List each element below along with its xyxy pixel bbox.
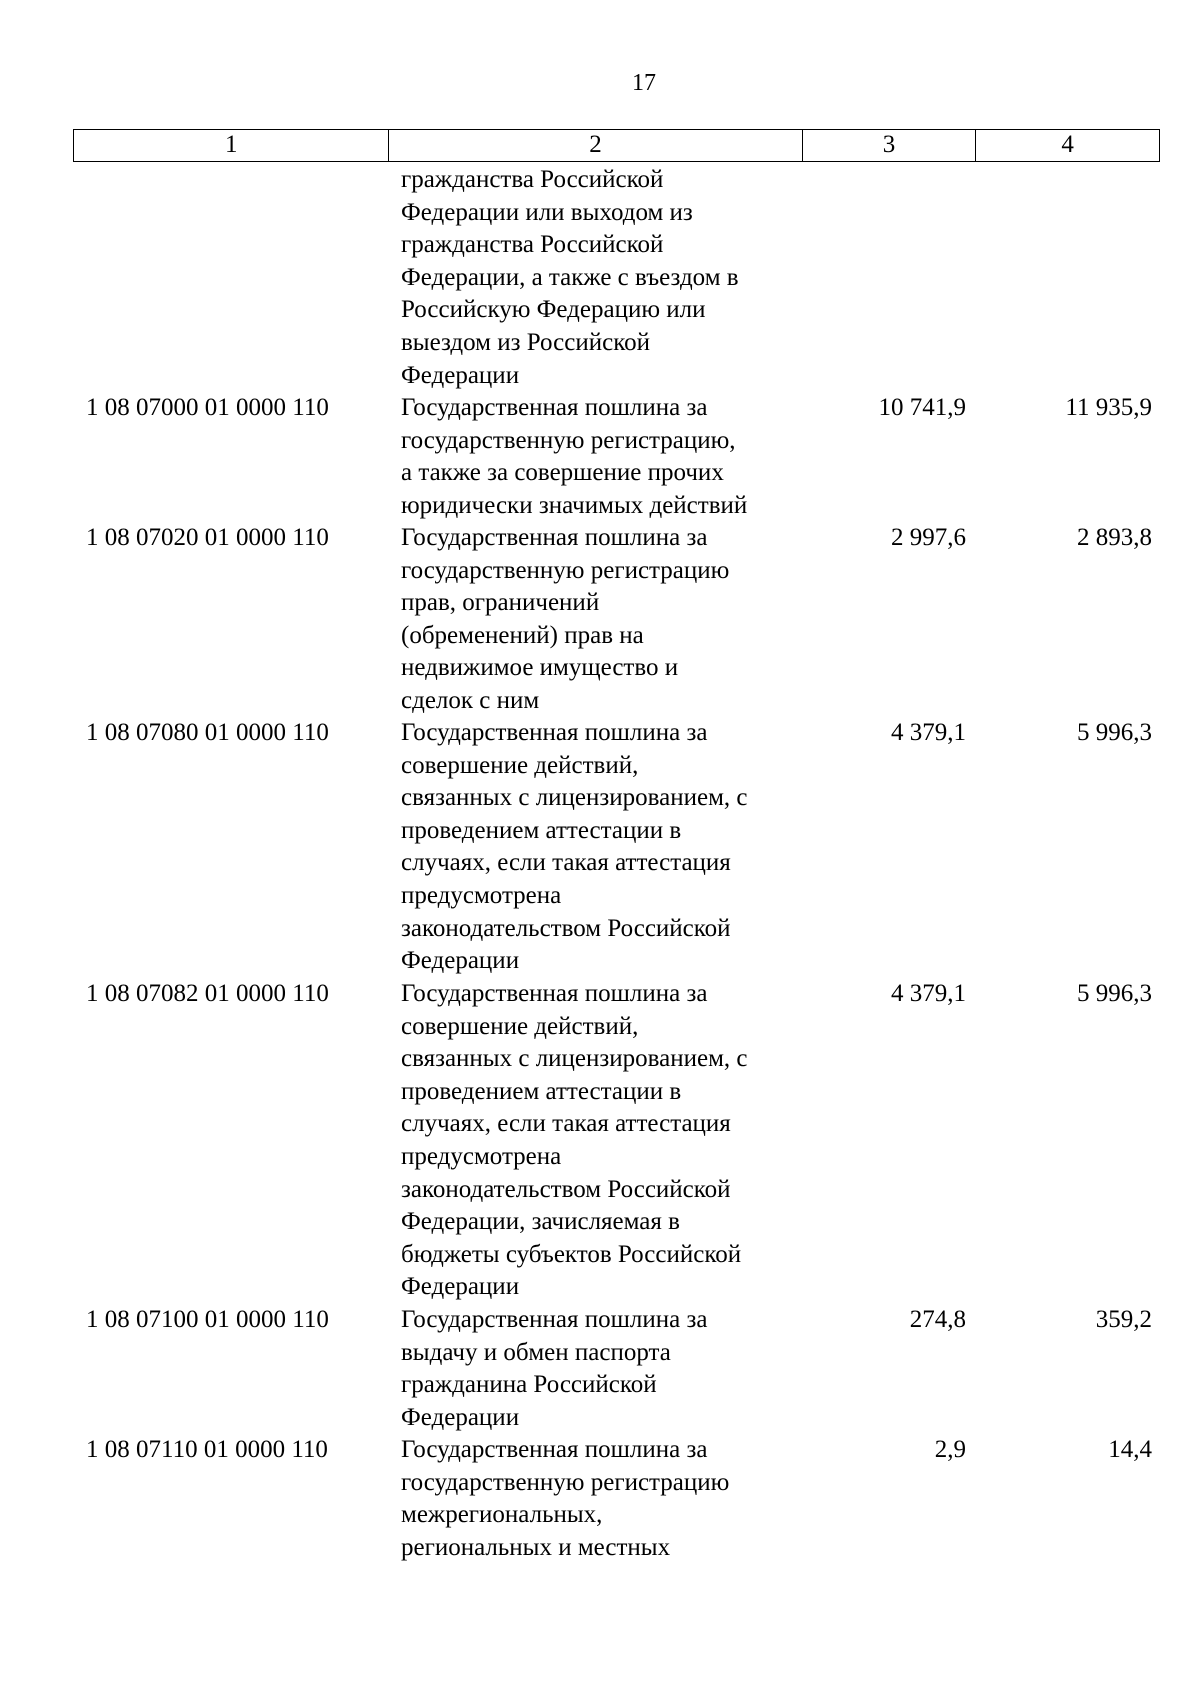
row-code: 1 08 07000 01 0000 110 (86, 394, 329, 421)
description-line: сделок с ним (401, 686, 540, 714)
description-line: предусмотрена (401, 1142, 562, 1170)
description-line: Федерации (401, 1403, 520, 1431)
description-line: Федерации, зачисляемая в (401, 1208, 680, 1236)
description-line: случаях, если такая аттестация (401, 1110, 731, 1138)
description-line: государственную регистрацию (401, 1468, 730, 1496)
description-line: межрегиональных, (401, 1501, 603, 1529)
description-line: связанных с лицензированием, с (401, 1045, 748, 1073)
row-value-col4: 14,4 (1108, 1436, 1152, 1463)
description-line: Федерации (401, 1273, 520, 1301)
description-line: случаях, если такая аттестация (401, 849, 731, 877)
description-line: совершение действий, (401, 751, 639, 779)
row-value-col4: 5 996,3 (1077, 719, 1152, 746)
description-line: юридически значимых действий (401, 491, 748, 519)
row-value-col3: 10 741,9 (878, 394, 966, 421)
row-description (401, 717, 811, 978)
row-value-col4: 11 935,9 (1065, 394, 1152, 421)
row-value-col3: 274,8 (909, 1306, 966, 1333)
row-description (401, 1304, 811, 1434)
row-code: 1 08 07110 01 0000 110 (86, 1436, 328, 1463)
description-line: законодательством Российской (401, 1175, 731, 1203)
row-description (401, 1434, 811, 1564)
row-value-col4: 359,2 (1095, 1306, 1152, 1333)
row-description (401, 978, 811, 1304)
description-line: (обременений) прав на (401, 621, 644, 649)
description-line: государственную регистрацию (401, 556, 730, 584)
description-line: выездом из Российской (401, 328, 650, 356)
description-line: предусмотрена (401, 881, 562, 909)
row-value-col3: 4 379,1 (891, 980, 966, 1007)
description-line: прав, ограничений (401, 589, 600, 617)
description-line: Федерации, а также с въездом в (401, 263, 739, 291)
description-line: Федерации (401, 361, 520, 389)
description-line: законодательством Российской (401, 914, 731, 942)
description-line: недвижимое имущество и (401, 654, 679, 682)
description-line: региональных и местных (401, 1533, 671, 1561)
description-line: гражданина Российской (401, 1371, 657, 1399)
row-value-col3: 2 997,6 (891, 524, 966, 551)
description-line: выдачу и обмен паспорта (401, 1338, 671, 1366)
description-line: Государственная пошлина за (401, 719, 708, 746)
description-line: Государственная пошлина за (401, 524, 708, 551)
description-line: гражданства Российской (401, 231, 664, 259)
row-value-col4: 2 893,8 (1077, 524, 1152, 551)
row-code: 1 08 07082 01 0000 110 (86, 980, 329, 1007)
header-col-1: 1 (74, 130, 389, 161)
row-value-col3: 4 379,1 (891, 719, 966, 746)
description-line: Государственная пошлина за (401, 394, 708, 421)
description-line: Государственная пошлина за (401, 980, 708, 1007)
page-number: 17 (632, 70, 656, 96)
row-value-col4: 5 996,3 (1077, 980, 1152, 1007)
description-line: Российскую Федерацию или (401, 296, 706, 324)
description-line: совершение действий, (401, 1012, 639, 1040)
description-line: Государственная пошлина за (401, 1306, 708, 1333)
description-line: гражданства Российской (401, 166, 664, 193)
description-line: связанных с лицензированием, с (401, 784, 748, 812)
row-code: 1 08 07020 01 0000 110 (86, 524, 329, 551)
row-code: 1 08 07080 01 0000 110 (86, 719, 329, 746)
description-line: государственную регистрацию, (401, 426, 736, 454)
row-value-col3: 2,9 (934, 1436, 966, 1463)
description-line: проведением аттестации в (401, 1077, 682, 1105)
description-line: Государственная пошлина за (401, 1436, 708, 1463)
table-header (73, 129, 1160, 162)
description-line: проведением аттестации в (401, 816, 682, 844)
row-code: 1 08 07100 01 0000 110 (86, 1306, 329, 1333)
description-line: а также за совершение прочих (401, 459, 724, 487)
row-description (401, 522, 811, 718)
description-line: Федерации или выходом из (401, 198, 693, 226)
description-line: бюджеты субъектов Российской (401, 1240, 742, 1268)
header-col-2: 2 (389, 130, 802, 161)
header-col-3: 3 (803, 130, 977, 161)
row-description (401, 392, 811, 522)
description-line: Федерации (401, 947, 520, 975)
continuation-description (401, 164, 811, 392)
header-col-4: 4 (1061, 131, 1074, 158)
